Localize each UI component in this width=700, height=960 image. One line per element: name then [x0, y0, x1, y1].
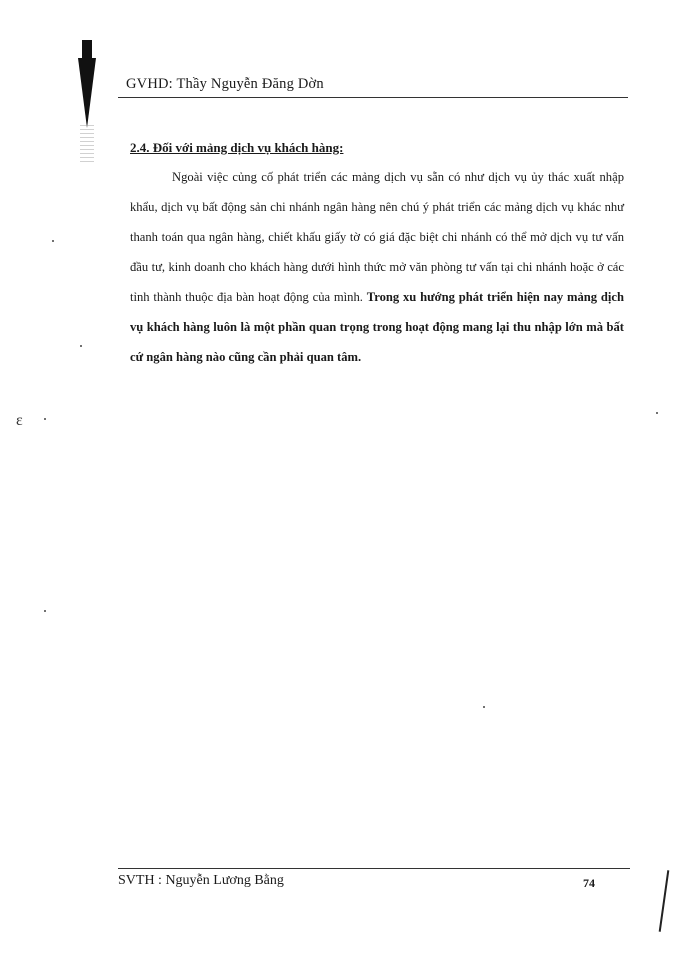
scan-speck — [52, 240, 54, 242]
scan-speck — [44, 610, 46, 612]
paragraph-text-regular: Ngoài việc củng cố phát triển các mảng dịch vụ sẵn có như dịch vụ ủy thác xuất nhập khẩu, dịch vụ bất động sản chi nhánh ngân hàng nên chú ý phát triển các mảng dịch vụ khác như thanh toán qua ngân hàng, chiết khấu giấy tờ có giá đặc biệt chi nhánh có thể mở dịch vụ tư vấn đầu tư, kinh doanh cho khách hàng dưới hình thức mở văn phòng tư vấn tại chi nhánh hoặc ở các tỉnh thành thuộc địa bàn hoạt động của mình. — [130, 170, 624, 304]
paragraph-text-bold: Trong xu hướng phát triển hiện nay mảng dịch vụ khách hàng luôn là một phần quan trọng trong hoạt động mang lại thu nhập lớn mà bất cứ ngân hàng nào cũng cần phải quan tâm. — [130, 290, 624, 364]
margin-scribble: ɛ — [16, 412, 23, 429]
page-header: GVHD: Thầy Nguyễn Đăng Dờn — [126, 76, 324, 92]
scan-noise — [80, 125, 94, 165]
page-footer: SVTH : Nguyễn Lương Bằng — [118, 873, 284, 888]
header-divider — [118, 97, 628, 98]
scan-speck — [80, 345, 82, 347]
scan-speck — [656, 412, 658, 414]
page-number: 74 — [583, 876, 595, 890]
scan-speck — [483, 706, 485, 708]
section-paragraph — [130, 162, 624, 372]
section-title: 2.4. Đối với mảng dịch vụ khách hàng: — [130, 140, 344, 155]
binding-edge-shadow — [78, 58, 96, 128]
scan-edge-stroke — [659, 870, 670, 932]
footer-divider — [118, 868, 630, 869]
scan-speck — [44, 418, 46, 420]
